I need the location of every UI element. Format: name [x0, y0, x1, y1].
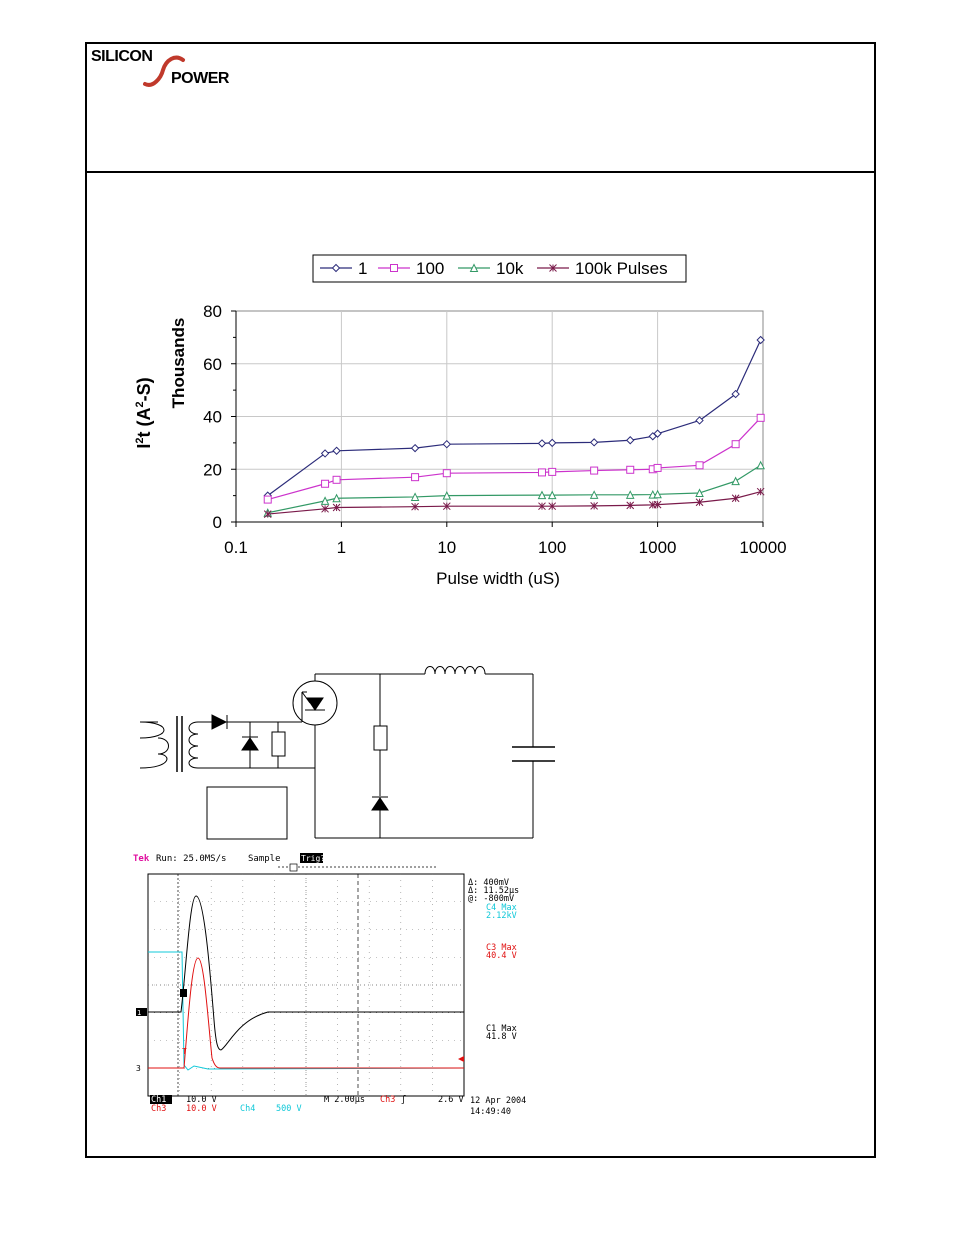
- ch4-scale: 500 V: [276, 1104, 302, 1114]
- y-tick-label: 80: [203, 302, 222, 321]
- cursor-readout-marker: [180, 989, 187, 997]
- i2t-chart: [120, 245, 820, 605]
- data-point: [264, 496, 271, 503]
- capture-date: 12 Apr 2004: [470, 1096, 527, 1106]
- y-tick-label: 20: [203, 460, 222, 480]
- inductor-icon: [425, 667, 485, 675]
- freewheel-diode-icon: [372, 797, 388, 810]
- trigger-marker: T: [182, 1047, 187, 1056]
- c1-max-value: 41.8 V: [486, 1032, 517, 1042]
- x-tick-label: 10000: [739, 538, 787, 557]
- ch3-marker: 3: [136, 1064, 141, 1073]
- scope-mode: Sample: [248, 854, 281, 864]
- data-point: [322, 480, 329, 487]
- ch4-label: Ch4: [240, 1104, 256, 1114]
- x-axis-label: Pulse width (uS): [436, 569, 560, 588]
- y-tick-label: 60: [203, 354, 222, 374]
- ch3-label: Ch3: [151, 1104, 167, 1114]
- capacitor-icon: [512, 747, 555, 761]
- ch1-label: Ch1: [151, 1095, 167, 1105]
- legend-label: 1: [358, 259, 368, 278]
- ch1-marker: 1: [137, 1009, 142, 1017]
- data-point: [757, 414, 764, 421]
- data-point: [391, 265, 398, 272]
- delta-t-readout: Δ: 11.52µs: [468, 886, 520, 896]
- controller-box: [207, 787, 287, 839]
- gate-diode-icon: [212, 715, 227, 729]
- plot-area: [231, 311, 764, 527]
- legend-label: 10k: [496, 259, 524, 278]
- ch1-scale: 10.0 V: [186, 1095, 217, 1105]
- delta-v-readout: Δ: 400mV: [468, 878, 509, 888]
- data-point: [627, 466, 634, 473]
- x-tick-label: 1: [336, 538, 347, 557]
- transformer-secondary-coil: [189, 722, 198, 768]
- timebase: M 2.00µs: [324, 1095, 365, 1105]
- trig-level: 2.6 V: [438, 1095, 464, 1105]
- data-point: [591, 467, 598, 474]
- c3-max-value: 40.4 V: [486, 951, 517, 961]
- y-tick-label: 40: [203, 407, 222, 427]
- legend-label: 100k Pulses: [575, 259, 668, 278]
- y-axis-label: $I^2t$ $(A^2-S)$: [134, 377, 154, 449]
- data-point: [732, 441, 739, 448]
- chart-legend: [313, 255, 686, 282]
- trig-channel: Ch3: [380, 1095, 396, 1105]
- c4-max-label: C4 Max: [486, 903, 517, 913]
- scope-run-label: Run: 25.0MS/s: [156, 854, 227, 864]
- test-circuit-schematic: [130, 660, 570, 845]
- data-point: [696, 462, 703, 469]
- data-point: [333, 476, 340, 483]
- data-point: [443, 470, 450, 477]
- data-point: [549, 468, 556, 475]
- data-point: [412, 474, 419, 481]
- clamp-diode-icon: [242, 737, 258, 750]
- scope-trig-label: Trig?: [301, 854, 326, 863]
- x-tick-label: 10: [437, 538, 457, 557]
- at-v-readout: @: -800mV: [468, 894, 515, 904]
- capture-time: 14:49:40: [470, 1107, 511, 1117]
- legend-label: 100: [416, 259, 445, 278]
- ch3-scale: 10.0 V: [186, 1104, 217, 1114]
- x-tick-label: 0.1: [224, 538, 248, 557]
- data-point: [538, 469, 545, 476]
- gate-resistor: [272, 732, 285, 756]
- data-point: [654, 464, 661, 471]
- c4-max-value: 2.12kV: [486, 911, 517, 921]
- transformer-primary-coil: [140, 722, 169, 768]
- c3-max-label: C3 Max: [486, 943, 517, 953]
- silicon-power-logo: [91, 46, 251, 96]
- x-tick-label: 100: [538, 538, 567, 557]
- logo-line1: SILICON: [91, 48, 153, 65]
- header-divider: [85, 171, 876, 173]
- scope-brand: Tek: [133, 854, 150, 864]
- oscilloscope-capture: [128, 850, 548, 1122]
- c1-max-label: C1 Max: [486, 1024, 517, 1034]
- trig-slope: ʃ: [401, 1095, 407, 1105]
- logo-line2: POWER: [171, 70, 229, 87]
- snubber-resistor: [374, 726, 387, 750]
- y-tick-label: 0: [212, 513, 222, 532]
- thyristor-icon: [293, 681, 337, 725]
- y-axis-units-label: Thousands: [169, 317, 188, 409]
- x-tick-label: 1000: [638, 538, 677, 557]
